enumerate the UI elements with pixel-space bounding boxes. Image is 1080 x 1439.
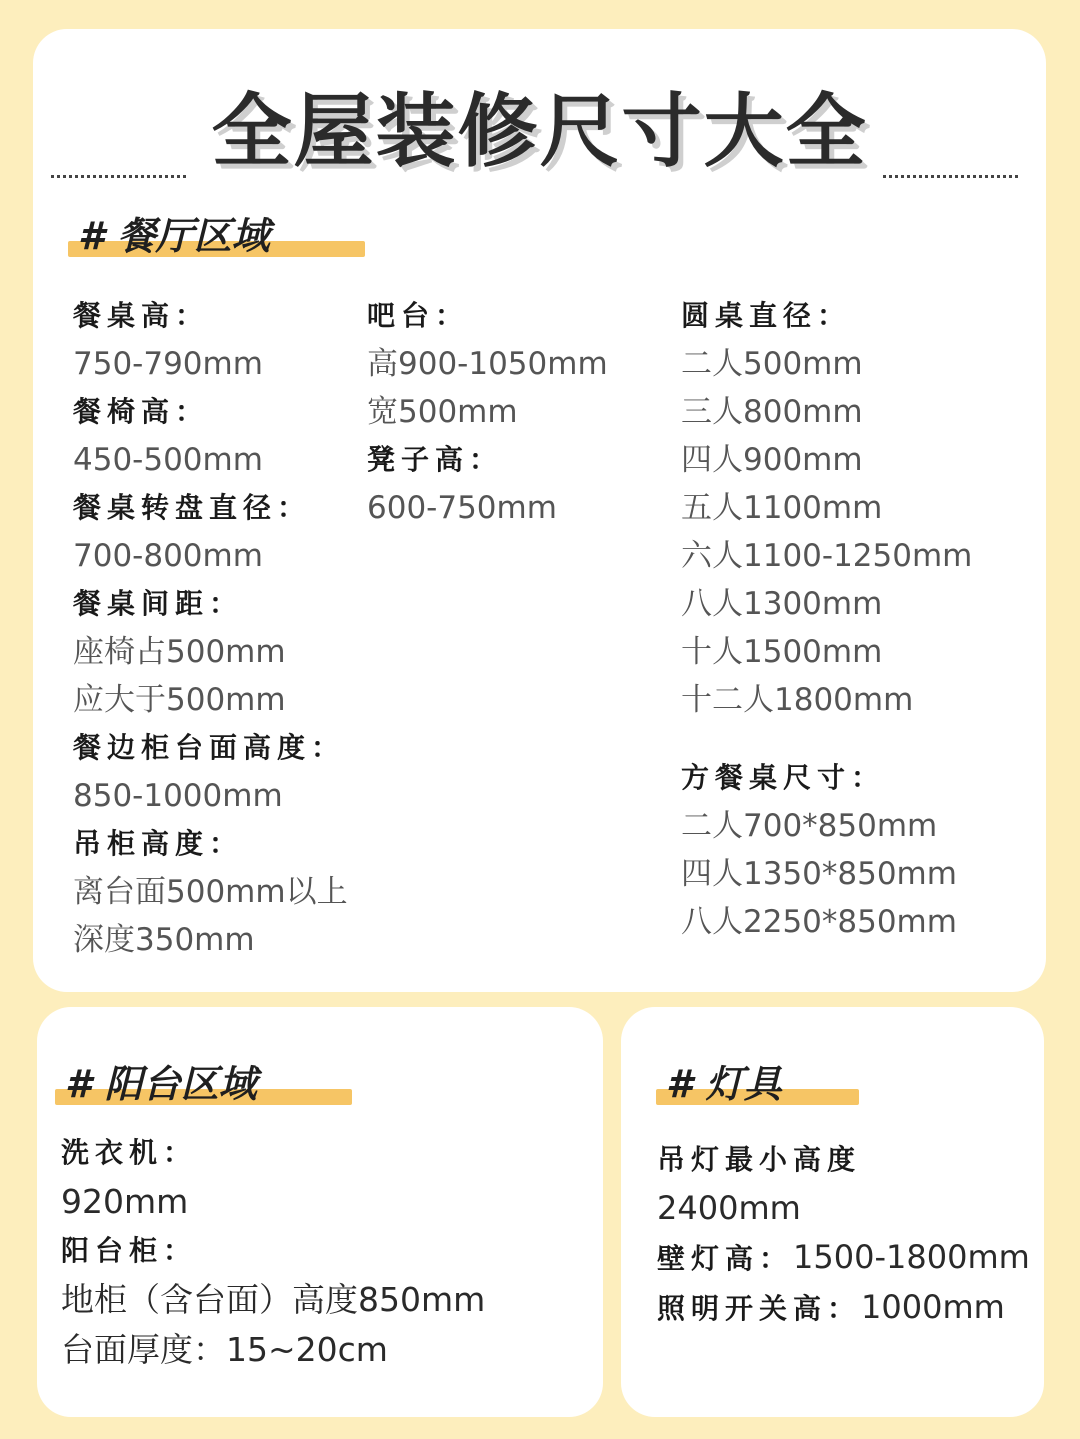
item-value: 五人1100mm	[681, 490, 883, 526]
item-label: 凳子高：	[367, 443, 504, 476]
item-value: 三人800mm	[681, 394, 863, 430]
item-value: 700-800mm	[73, 538, 263, 574]
item-value: 四人1350*850mm	[681, 856, 957, 892]
item-value: 应大于500mm	[73, 682, 286, 718]
page-title: 全屋装修尺寸大全	[211, 85, 868, 178]
item-value: 地柜（含台面）高度850mm	[61, 1280, 486, 1319]
item-value: 二人700*850mm	[681, 808, 938, 844]
dining-col-3	[681, 292, 972, 946]
lights-section-heading	[656, 1053, 859, 1105]
item-value: 920mm	[61, 1182, 189, 1221]
item-value: 高900-1050mm	[367, 346, 608, 382]
item-value: 八人1300mm	[681, 586, 883, 622]
item-value: 十人1500mm	[681, 634, 883, 670]
balcony-items	[61, 1129, 485, 1375]
item-value: 座椅占500mm	[73, 634, 286, 670]
dining-card	[33, 29, 1046, 992]
balcony-section-heading	[55, 1053, 352, 1105]
lights-items	[657, 1135, 1030, 1333]
item-value: 深度350mm	[73, 922, 255, 958]
balcony-heading-label: # 阳台区域	[65, 1062, 257, 1106]
item-value: 十二人1800mm	[681, 682, 914, 718]
spacer	[681, 724, 972, 754]
item-label: 餐桌间距：	[73, 587, 244, 620]
item-label: 餐椅高：	[73, 395, 210, 428]
dining-col-1	[73, 292, 348, 964]
item-label: 餐桌转盘直径：	[73, 491, 312, 524]
item-value: 八人2250*850mm	[681, 904, 957, 940]
item-value: 450-500mm	[73, 442, 263, 478]
item-label: 方餐桌尺寸：	[681, 761, 886, 794]
item-value: 二人500mm	[681, 346, 863, 382]
lights-card	[621, 1007, 1044, 1417]
item-label: 阳台柜：	[61, 1234, 198, 1267]
item-label: 吧台：	[367, 299, 470, 332]
item-label: 餐桌高：	[73, 299, 210, 332]
item-label: 圆桌直径：	[681, 299, 852, 332]
switch-label: 照明开关高：	[657, 1292, 862, 1325]
dining-section-heading	[68, 205, 365, 257]
wall-light-label: 壁灯高：	[657, 1242, 794, 1275]
wall-light-value: 1500-1800mm	[793, 1238, 1030, 1276]
item-value: 850-1000mm	[73, 778, 283, 814]
pendant-light-value: 2400mm	[657, 1189, 801, 1227]
dining-heading-label: # 餐厅区域	[78, 214, 270, 258]
item-value: 离台面500mm以上	[73, 874, 348, 910]
item-value: 六人1100-1250mm	[681, 538, 973, 574]
item-label: 餐边柜台面高度：	[73, 731, 346, 764]
item-value: 台面厚度：15~20cm	[61, 1330, 388, 1369]
item-value: 600-750mm	[367, 490, 557, 526]
item-value: 750-790mm	[73, 346, 263, 382]
balcony-card	[37, 1007, 603, 1417]
item-value: 宽500mm	[367, 394, 518, 430]
item-value: 四人900mm	[681, 442, 863, 478]
lights-heading-label: # 灯具	[666, 1062, 782, 1106]
switch-value: 1000mm	[861, 1288, 1005, 1326]
item-label: 洗衣机：	[61, 1136, 198, 1169]
item-label: 吊柜高度：	[73, 827, 244, 860]
dining-col-2	[367, 292, 608, 532]
switch-row	[657, 1283, 1030, 1333]
pendant-light-label: 吊灯最小高度	[657, 1143, 862, 1176]
wall-light-row	[657, 1233, 1030, 1283]
